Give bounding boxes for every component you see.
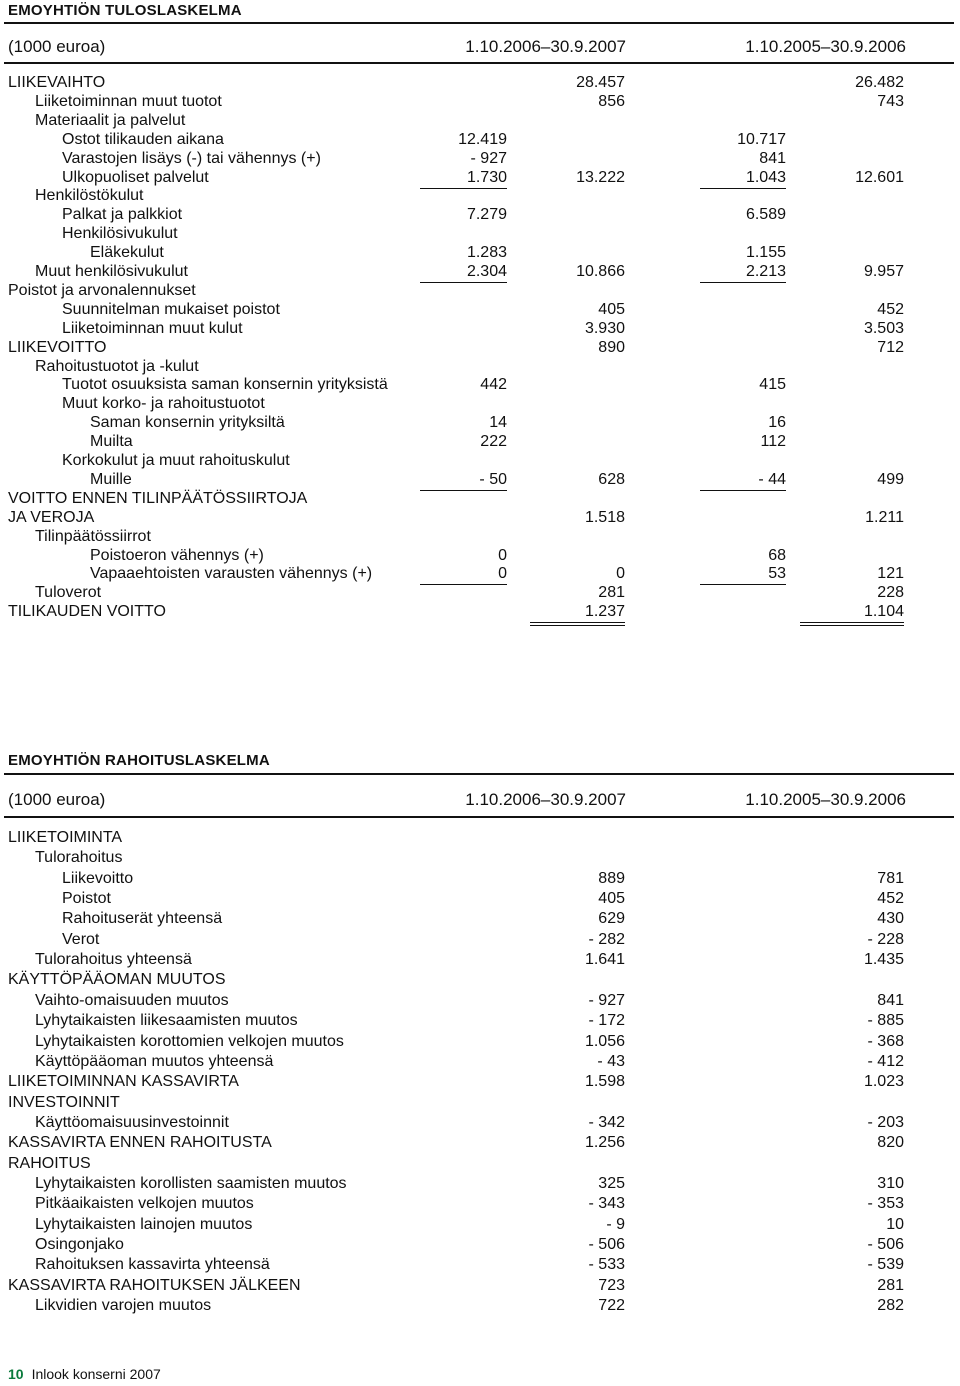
row-label: Muut henkilösivukulut	[35, 263, 188, 280]
value-c2: 13.222	[576, 168, 625, 186]
table-row	[0, 451, 960, 471]
row-label: Lyhytaikaisten korollisten saamisten muutos	[35, 1174, 347, 1192]
row-label: VOITTO ENNEN TILINPÄÄTÖSSIIRTOJA	[8, 489, 308, 507]
unit-label: (1000 euroa)	[8, 37, 106, 56]
value-c2: 28.457	[576, 74, 625, 91]
row-label: Tuloverot	[35, 584, 102, 602]
row-label: Käyttöpääoman muutos yhteensä	[35, 1052, 274, 1070]
row-label: Tulorahoitus	[35, 849, 123, 867]
value-c4: 282	[877, 1297, 904, 1315]
value-c1: 442	[480, 376, 507, 394]
value-c4: 1.023	[863, 1073, 904, 1091]
value-c1: 14	[489, 414, 507, 432]
value-c3: 68	[768, 546, 786, 564]
table-row	[0, 281, 960, 301]
table-row	[0, 130, 960, 150]
value-c4: 1.211	[865, 508, 904, 526]
value-c2: - 927	[588, 991, 625, 1009]
value-c4: 452	[877, 300, 904, 318]
row-label: Rahoituserät yhteensä	[62, 910, 223, 928]
table-row	[0, 1011, 960, 1031]
value-c2: - 342	[588, 1113, 625, 1131]
table-row	[0, 546, 960, 566]
table-row	[0, 1174, 960, 1194]
value-c4: 3.503	[863, 319, 904, 337]
row-label: TILIKAUDEN VOITTO	[8, 603, 166, 621]
value-c4: - 885	[867, 1012, 904, 1030]
value-c4: - 539	[867, 1256, 904, 1274]
value-c4: 9.957	[863, 263, 904, 280]
income-statement-title: EMOYHTIÖN TULOSLASKELMA	[8, 2, 242, 19]
table-row	[0, 1052, 960, 1072]
value-c2: - 172	[588, 1012, 625, 1030]
value-c3: 53	[700, 564, 786, 585]
value-c2: 405	[598, 890, 625, 908]
title-divider	[4, 773, 954, 775]
value-c4: 820	[877, 1134, 904, 1152]
value-c4: 499	[877, 470, 904, 488]
table-row	[0, 1093, 960, 1113]
table-row	[0, 848, 960, 868]
row-label: Osingonjako	[35, 1236, 124, 1253]
row-label: Vapaaehtoisten varausten vähennys (+)	[90, 565, 373, 583]
value-c4: 1.435	[863, 951, 904, 969]
value-c2: - 343	[588, 1195, 625, 1213]
value-c2: - 43	[597, 1052, 625, 1070]
value-c2: 1.518	[584, 508, 625, 526]
value-c3: 16	[768, 414, 786, 432]
income-column-header	[0, 37, 960, 57]
value-c3: - 44	[700, 470, 786, 491]
value-c4: - 353	[867, 1195, 904, 1213]
row-label: RAHOITUS	[8, 1154, 91, 1172]
row-label: Rahoitustuotot ja -kulut	[35, 357, 199, 375]
table-row	[0, 1072, 960, 1092]
value-c4: - 412	[867, 1052, 904, 1070]
table-row	[0, 1194, 960, 1214]
table-row	[0, 1215, 960, 1235]
value-c2: 3.930	[584, 319, 625, 337]
table-row	[0, 205, 960, 225]
value-c4: 12.601	[855, 168, 904, 186]
table-row	[0, 583, 960, 603]
page-footer	[8, 1366, 161, 1382]
value-c1: 12.419	[458, 130, 507, 148]
row-label: LIIKETOIMINTA	[8, 829, 123, 846]
table-row	[0, 489, 960, 509]
value-c4: 1.104	[800, 602, 904, 626]
row-label: Henkilöstökulut	[35, 187, 144, 205]
table-row	[0, 357, 960, 377]
table-row	[0, 186, 960, 206]
table-row	[0, 73, 960, 93]
row-label: KÄYTTÖPÄÄOMAN MUUTOS	[8, 971, 226, 989]
header-divider	[4, 62, 954, 64]
value-c2: 1.256	[584, 1134, 625, 1152]
value-c2: 889	[598, 869, 625, 887]
table-row	[0, 1133, 960, 1153]
row-label: Muilta	[90, 433, 133, 451]
row-label: Tuotot osuuksista saman konsernin yrityksistä	[62, 376, 388, 394]
value-c1: 7.279	[466, 206, 507, 224]
value-c2: 1.056	[584, 1032, 625, 1050]
value-c4: 743	[877, 92, 904, 110]
row-label: Lyhytaikaisten lainojen muutos	[35, 1215, 253, 1233]
value-c4: - 228	[867, 930, 904, 948]
value-c4: - 368	[867, 1032, 904, 1050]
row-label: Likvidien varojen muutos	[35, 1297, 212, 1315]
value-c4: 452	[877, 890, 904, 908]
row-label: Poistoeron vähennys (+)	[90, 546, 264, 564]
row-label: Ostot tilikauden aikana	[62, 130, 224, 148]
row-label: Palkat ja palkkiot	[62, 206, 183, 224]
table-row	[0, 828, 960, 848]
value-c2: 722	[598, 1297, 625, 1315]
period-current: 1.10.2006–30.9.2007	[465, 790, 626, 809]
title-divider	[4, 22, 954, 24]
row-label: Muille	[90, 470, 132, 488]
value-c3: 2.213	[700, 262, 786, 283]
value-c4: - 506	[867, 1236, 904, 1253]
row-label: Eläkekulut	[90, 244, 164, 262]
row-label: Käyttöomaisuusinvestoinnit	[35, 1113, 229, 1131]
value-c4: 712	[877, 338, 904, 356]
row-label: Lyhytaikaisten korottomien velkojen muutos	[35, 1032, 344, 1050]
value-c3: 6.589	[745, 206, 786, 224]
unit-label: (1000 euroa)	[8, 790, 106, 809]
table-row	[0, 970, 960, 990]
value-c2: 890	[598, 338, 625, 356]
value-c3: 841	[759, 149, 786, 167]
row-label: INVESTOINNIT	[8, 1093, 120, 1111]
value-c1: 2.304	[420, 262, 507, 283]
row-label: Tulorahoitus yhteensä	[35, 951, 192, 969]
table-row	[0, 413, 960, 433]
value-c2: 10.866	[576, 263, 625, 280]
value-c2: 281	[598, 584, 625, 602]
value-c2: 405	[598, 300, 625, 318]
value-c1: 1.730	[420, 168, 507, 189]
period-previous: 1.10.2005–30.9.2006	[745, 790, 906, 809]
value-c4: 841	[877, 991, 904, 1009]
table-row	[0, 1276, 960, 1296]
value-c4: 281	[877, 1276, 904, 1294]
value-c1: - 50	[420, 470, 507, 491]
value-c4: 121	[877, 565, 904, 583]
value-c2: 1.641	[584, 951, 625, 969]
table-row	[0, 470, 960, 490]
table-row	[0, 1154, 960, 1174]
row-label: KASSAVIRTA RAHOITUKSEN JÄLKEEN	[8, 1276, 301, 1294]
row-label: Saman konsernin yrityksiltä	[90, 414, 285, 432]
value-c2: - 282	[588, 930, 625, 948]
row-label: Materiaalit ja palvelut	[35, 111, 186, 129]
table-row	[0, 564, 960, 584]
value-c3: 10.717	[737, 130, 786, 148]
table-row	[0, 319, 960, 339]
value-c3: 112	[760, 433, 786, 451]
row-label: LIIKEVAIHTO	[8, 74, 106, 91]
table-row	[0, 168, 960, 188]
value-c4: 310	[877, 1174, 904, 1192]
row-label: Muut korko- ja rahoitustuotot	[62, 395, 265, 413]
value-c1: 0	[420, 564, 507, 585]
table-row	[0, 508, 960, 528]
value-c3: 1.043	[700, 168, 786, 189]
table-row	[0, 224, 960, 244]
table-row	[0, 909, 960, 929]
table-row	[0, 950, 960, 970]
row-label: Verot	[62, 930, 100, 948]
row-label: Vaihto-omaisuuden muutos	[35, 991, 229, 1009]
value-c2: 1.598	[584, 1073, 625, 1091]
row-label: LIIKETOIMINNAN KASSAVIRTA	[8, 1073, 239, 1091]
row-label: Liiketoiminnan muut kulut	[62, 319, 243, 337]
row-label: LIIKEVOITTO	[8, 338, 107, 356]
value-c4: - 203	[867, 1113, 904, 1131]
value-c2: 628	[598, 470, 625, 488]
table-row	[0, 92, 960, 112]
cashflow-statement-title: EMOYHTIÖN RAHOITUSLASKELMA	[8, 752, 270, 769]
value-c2: 723	[598, 1276, 625, 1294]
table-row	[0, 262, 960, 282]
row-label: Rahoituksen kassavirta yhteensä	[35, 1256, 270, 1274]
row-label: JA VEROJA	[8, 508, 95, 526]
cashflow-column-header	[0, 790, 960, 810]
table-row	[0, 1255, 960, 1275]
table-row	[0, 1296, 960, 1316]
period-current: 1.10.2006–30.9.2007	[465, 37, 626, 56]
row-label: Poistot ja arvonalennukset	[8, 281, 196, 299]
value-c1: 0	[498, 546, 507, 564]
row-label: Henkilösivukulut	[62, 225, 178, 243]
table-row	[0, 432, 960, 452]
value-c4: 430	[877, 910, 904, 928]
row-label: Pitkäaikaisten velkojen muutos	[35, 1195, 254, 1213]
value-c3: 1.155	[745, 244, 786, 262]
table-row	[0, 394, 960, 414]
value-c2: - 506	[588, 1236, 625, 1253]
table-row	[0, 527, 960, 547]
value-c4: 26.482	[855, 74, 904, 91]
value-c2: - 533	[588, 1256, 625, 1274]
value-c4: 781	[877, 869, 904, 887]
table-row	[0, 930, 960, 950]
row-label: Liikevoitto	[62, 869, 134, 887]
table-row	[0, 889, 960, 909]
value-c1: - 927	[470, 149, 507, 167]
footer-text: Inlook konserni 2007	[31, 1366, 161, 1382]
value-c2: 0	[616, 565, 625, 583]
value-c4: 10	[886, 1215, 904, 1233]
row-label: Korkokulut ja muut rahoituskulut	[62, 452, 290, 469]
table-row	[0, 1235, 960, 1255]
value-c1: 1.283	[466, 244, 507, 262]
table-row	[0, 869, 960, 889]
table-row	[0, 300, 960, 320]
table-row	[0, 602, 960, 622]
row-label: Varastojen lisäys (-) tai vähennys (+)	[62, 149, 321, 167]
table-row	[0, 149, 960, 169]
row-label: Liiketoiminnan muut tuotot	[35, 92, 222, 110]
row-label: Ulkopuoliset palvelut	[62, 168, 209, 186]
table-row	[0, 111, 960, 131]
value-c1: 222	[480, 433, 507, 451]
page-number: 10	[8, 1366, 24, 1382]
value-c2: 856	[598, 92, 625, 110]
value-c2: 325	[598, 1174, 625, 1192]
row-label: Suunnitelman mukaiset poistot	[62, 300, 280, 318]
value-c4: 228	[877, 584, 904, 602]
table-row	[0, 1032, 960, 1052]
value-c2: 1.237	[530, 602, 625, 626]
row-label: Tilinpäätössiirrot	[35, 527, 151, 545]
row-label: KASSAVIRTA ENNEN RAHOITUSTA	[8, 1134, 272, 1152]
table-row	[0, 375, 960, 395]
period-previous: 1.10.2005–30.9.2006	[745, 37, 906, 56]
table-row	[0, 1113, 960, 1133]
row-label: Lyhytaikaisten liikesaamisten muutos	[35, 1012, 298, 1030]
table-row	[0, 338, 960, 358]
value-c2: - 9	[606, 1215, 625, 1233]
row-label: Poistot	[62, 890, 111, 908]
table-row	[0, 243, 960, 263]
value-c2: 629	[598, 910, 625, 928]
table-row	[0, 991, 960, 1011]
header-divider	[4, 816, 954, 818]
value-c3: 415	[759, 376, 786, 394]
